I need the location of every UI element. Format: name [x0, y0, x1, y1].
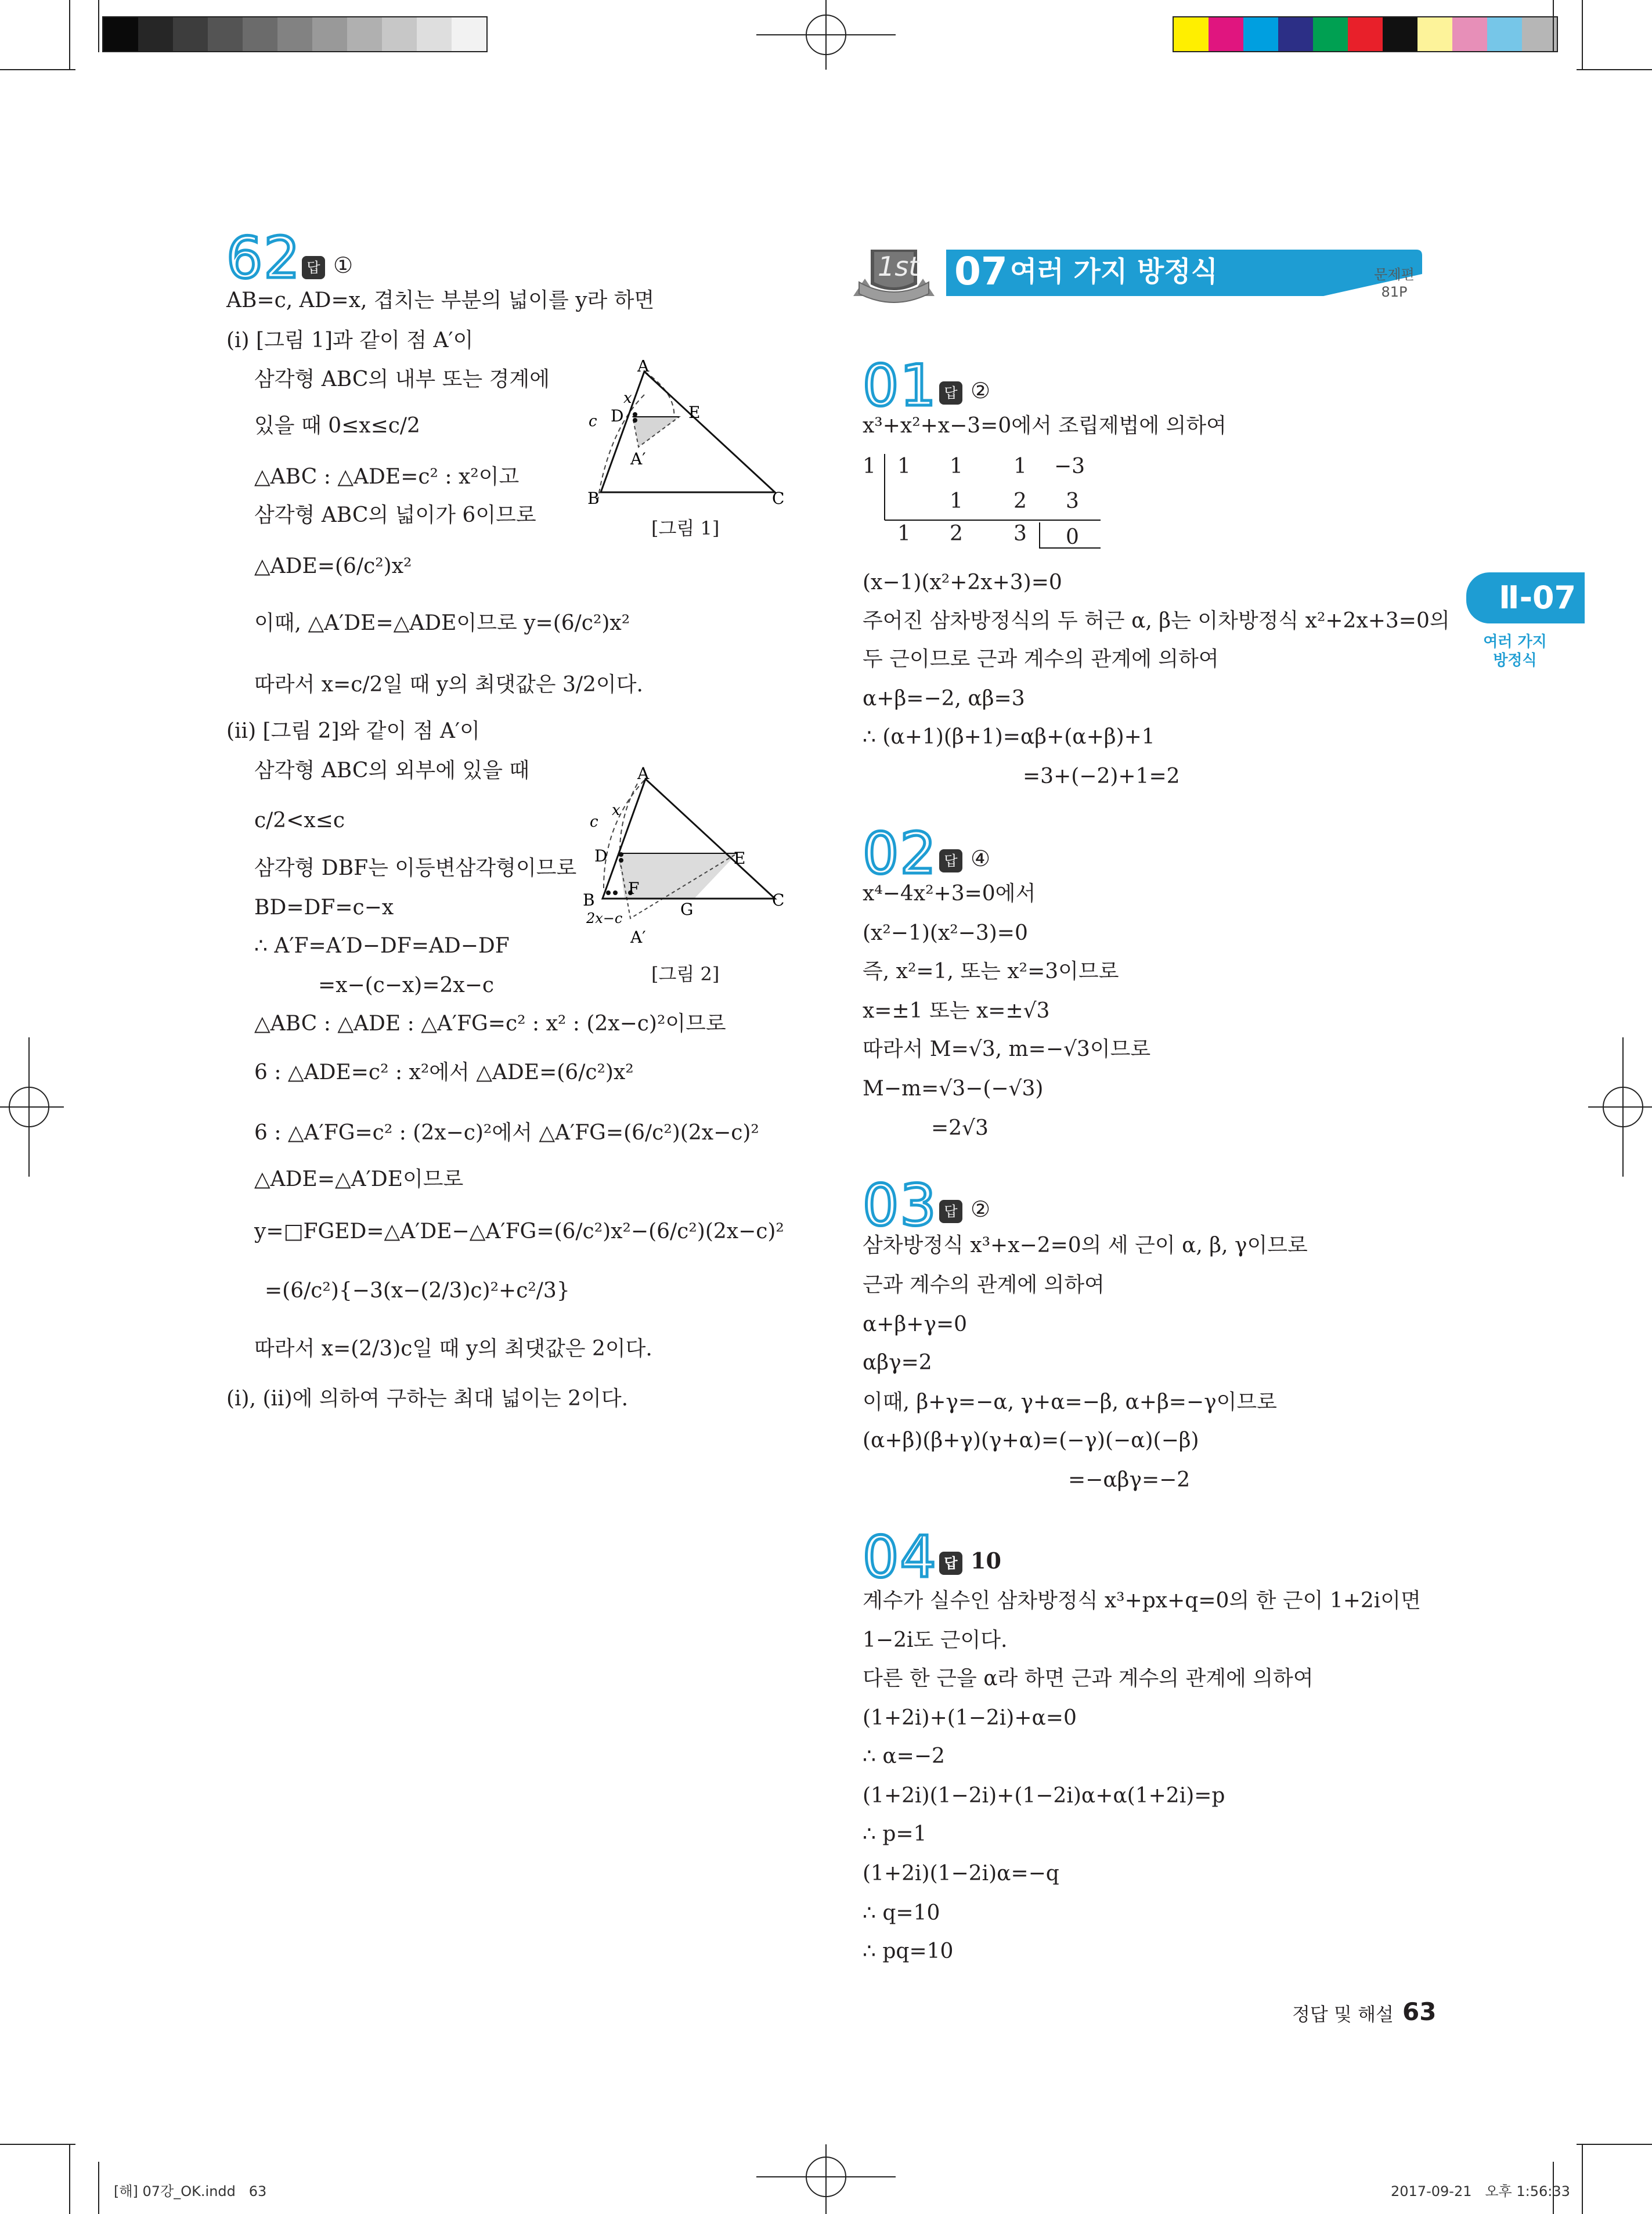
fig2-label-Aprime: A′: [630, 928, 646, 947]
page-number: 63: [1402, 1997, 1437, 2026]
q62-line: (ⅰ), (ⅱ)에 의하여 구하는 최대 넓이는 2이다.: [226, 1387, 629, 1411]
q62-line: 6 : △ADE=c² : x²에서 △ADE=(6/c²)x²: [254, 1061, 634, 1084]
q62-line: △ADE=(6/c²)x²: [254, 554, 412, 578]
q62-line: (ⅱ) [그림 2]와 같이 점 A′이: [226, 719, 480, 743]
fig1-label-x: x: [623, 390, 632, 407]
synth-cell: 1: [1013, 455, 1027, 478]
side-tab-line1: 여러 가지: [1483, 633, 1547, 651]
q62-line: 삼각형 ABC의 내부 또는 경계에: [254, 367, 550, 391]
q02-line: 따라서 M=√3, m=−√3이므로: [863, 1037, 1151, 1061]
ref-line2: 81P: [1381, 284, 1408, 300]
answer-value: ②: [971, 378, 991, 403]
q03-line: α+β+γ=0: [863, 1312, 968, 1336]
question-number-02: 02: [863, 821, 937, 887]
q04-line: 계수가 실수인 삼차방정식 x³+px+q=0의 한 근이 1+2i이면: [863, 1589, 1421, 1613]
synth-cell: 1: [950, 455, 963, 478]
synth-cell: −3: [1054, 455, 1085, 478]
q01-line: 두 근이므로 근과 계수의 관계에 의하여: [863, 647, 1219, 671]
answer-badge: 답: [939, 381, 962, 405]
synth-cell: 2: [950, 522, 963, 546]
q04-line: ∴ p=1: [863, 1822, 927, 1846]
q62-line: 이때, △A′DE=△ADE이므로 y=(6/c²)x²: [254, 611, 630, 635]
problem-ref: [1371, 266, 1417, 301]
answer-badge: 답: [302, 256, 325, 279]
answer-value: 10: [971, 1548, 1001, 1574]
q04-line: (1+2i)(1−2i)+(1−2i)α+α(1+2i)=p: [863, 1784, 1225, 1808]
fig2-label-B: B: [583, 890, 595, 910]
question-number-01: 01: [863, 353, 937, 419]
ref-line1: 문제편: [1374, 266, 1415, 283]
q62-line: 있을 때 0≤x≤c/2: [254, 414, 420, 438]
fig2-label-base: 2x−c: [586, 910, 623, 926]
q62-line: 따라서 x=(2/3)c일 때 y의 최댓값은 2이다.: [254, 1337, 652, 1361]
fig2-label-G: G: [680, 900, 694, 919]
answer-04: [939, 1546, 1001, 1575]
q04-line: ∴ α=−2: [863, 1744, 945, 1768]
synth-cell: 0: [1066, 525, 1079, 549]
q02-line: =2√3: [931, 1116, 989, 1140]
q03-line: 이때, β+γ=−α, γ+α=−β, α+β=−γ이므로: [863, 1390, 1277, 1414]
answer-value: ④: [971, 846, 991, 871]
fig1-label-B: B: [587, 489, 600, 508]
synthetic-division: [863, 450, 1106, 555]
fig1-label-A: A: [637, 360, 650, 376]
synth-cell: 1: [950, 489, 963, 513]
q62-line: 삼각형 ABC의 넓이가 6이므로: [254, 503, 536, 527]
q02-line: x⁴−4x²+3=0에서: [863, 882, 1036, 906]
q62-line: 삼각형 ABC의 외부에 있을 때: [254, 759, 530, 783]
q03-line: =−αβγ=−2: [1068, 1468, 1191, 1492]
q04-line: (1+2i)(1−2i)α=−q: [863, 1862, 1059, 1885]
q62-line: =x−(c−x)=2x−c: [318, 973, 495, 997]
q62-line: 따라서 x=c/2일 때 y의 최댓값은 3/2이다.: [254, 673, 643, 697]
q62-line: c/2<x≤c: [254, 809, 345, 832]
answer-01: [939, 376, 990, 405]
synth-cell: 1: [897, 522, 911, 546]
q62-line: △ABC : △ADE=c² : x²이고: [254, 465, 520, 489]
fig1-label-D: D: [611, 406, 624, 426]
fig2-label-c: c: [590, 813, 598, 831]
side-tab-number: Ⅱ-07: [1499, 579, 1577, 616]
fig1-label-Aprime: A′: [630, 449, 646, 468]
figure-2-caption: [그림 2]: [651, 963, 720, 985]
answer-value: ②: [971, 1196, 991, 1222]
synth-cell: 2: [1013, 489, 1027, 513]
q01-line: (x−1)(x²+2x+3)=0: [863, 571, 1062, 594]
footer-date: 2017-09-21 오후 1:56:33: [1391, 2183, 1570, 2199]
fig2-label-E: E: [734, 849, 746, 868]
section-header: [842, 238, 1422, 313]
synth-root: 1: [863, 455, 876, 478]
answer-62: [302, 251, 353, 280]
q01-line: =3+(−2)+1=2: [1023, 765, 1180, 788]
q62-line: (ⅰ) [그림 1]과 같이 점 A′이: [226, 329, 474, 352]
answer-03: [939, 1195, 990, 1224]
fig2-label-C: C: [772, 890, 785, 910]
synth-cell: 1: [897, 455, 911, 478]
fig1-label-c: c: [589, 413, 597, 430]
question-number-04: 04: [863, 1524, 937, 1591]
q62-line: 삼각형 DBF는 이등변삼각형이므로: [254, 856, 577, 880]
q62-line: BD=DF=c−x: [254, 896, 394, 920]
q01-line: α+β=−2, αβ=3: [863, 687, 1025, 711]
q04-line: 1−2i도 근이다.: [863, 1628, 1008, 1652]
rank-badge: 1st: [878, 251, 919, 282]
footer-file: [해] 07강_OK.indd 63: [114, 2183, 267, 2199]
fig2-label-A: A: [637, 766, 650, 783]
fig1-label-E: E: [688, 403, 701, 422]
q62-line: y=□FGED=△A′DE−△A′FG=(6/c²)x²−(6/c²)(2x−c)²: [254, 1220, 784, 1243]
answer-badge: 답: [939, 849, 962, 872]
q62-line: ∴ A′F=A′D−DF=AD−DF: [254, 934, 510, 958]
question-number-62: 62: [226, 225, 301, 291]
q03-line: αβγ=2: [863, 1351, 932, 1375]
fig2-label-x: x: [612, 802, 621, 819]
q01-line: x³+x²+x−3=0에서 조립제법에 의하여: [863, 414, 1227, 438]
q04-line: ∴ pq=10: [863, 1939, 954, 1963]
footer-label: 정답 및 해설: [1292, 2003, 1394, 2025]
fig1-label-C: C: [772, 489, 785, 508]
q02-line: x=±1 또는 x=±√3: [863, 999, 1050, 1023]
fig2-label-F: F: [628, 879, 640, 898]
q03-line: 삼차방정식 x³+x−2=0의 세 근이 α, β, γ이므로: [863, 1234, 1308, 1257]
q02-line: 즉, x²=1, 또는 x²=3이므로: [863, 960, 1119, 983]
q02-line: (x²−1)(x²−3)=0: [863, 921, 1028, 945]
q01-line: ∴ (α+1)(β+1)=αβ+(α+β)+1: [863, 725, 1155, 749]
figure-2: [575, 766, 789, 958]
q02-line: M−m=√3−(−√3): [863, 1077, 1044, 1101]
answer-badge: 답: [939, 1552, 962, 1575]
q62-line: 6 : △A′FG=c² : (2x−c)²에서 △A′FG=(6/c²)(2x−c)²: [254, 1121, 759, 1145]
section-title: 여러 가지 방정식: [1010, 255, 1218, 288]
answer-value: ①: [333, 253, 354, 278]
q62-line: =(6/c²){−3(x−(2/3)c)²+c²/3}: [265, 1279, 570, 1303]
side-tab-label: [1463, 633, 1567, 670]
fig2-label-D: D: [594, 846, 608, 866]
answer-02: [939, 844, 990, 873]
figure-1-caption: [그림 1]: [651, 517, 720, 539]
side-tab: [1466, 572, 1585, 623]
side-tab-line2: 방정식: [1493, 652, 1537, 669]
q62-line: AB=c, AD=x, 겹치는 부분의 넓이를 y라 하면: [226, 289, 655, 312]
q62-line: △ABC : △ADE : △A′FG=c² : x² : (2x−c)²이므로: [254, 1012, 726, 1036]
answer-badge: 답: [939, 1200, 962, 1223]
q03-line: 근과 계수의 관계에 의하여: [863, 1273, 1105, 1297]
section-number: 07: [954, 249, 1008, 294]
synth-cell: 3: [1066, 489, 1079, 513]
q04-line: ∴ q=10: [863, 1901, 940, 1925]
q01-line: 주어진 삼차방정식의 두 허근 α, β는 이차방정식 x²+2x+3=0의: [863, 609, 1450, 633]
q04-line: 다른 한 근을 α라 하면 근과 계수의 관계에 의하여: [863, 1667, 1314, 1690]
q62-line: △ADE=△A′DE이므로: [254, 1167, 464, 1191]
q04-line: (1+2i)+(1−2i)+α=0: [863, 1706, 1077, 1730]
question-number-03: 03: [863, 1173, 937, 1239]
q03-line: (α+β)(β+γ)(γ+α)=(−γ)(−α)(−β): [863, 1429, 1199, 1452]
synth-cell: 3: [1013, 522, 1027, 546]
